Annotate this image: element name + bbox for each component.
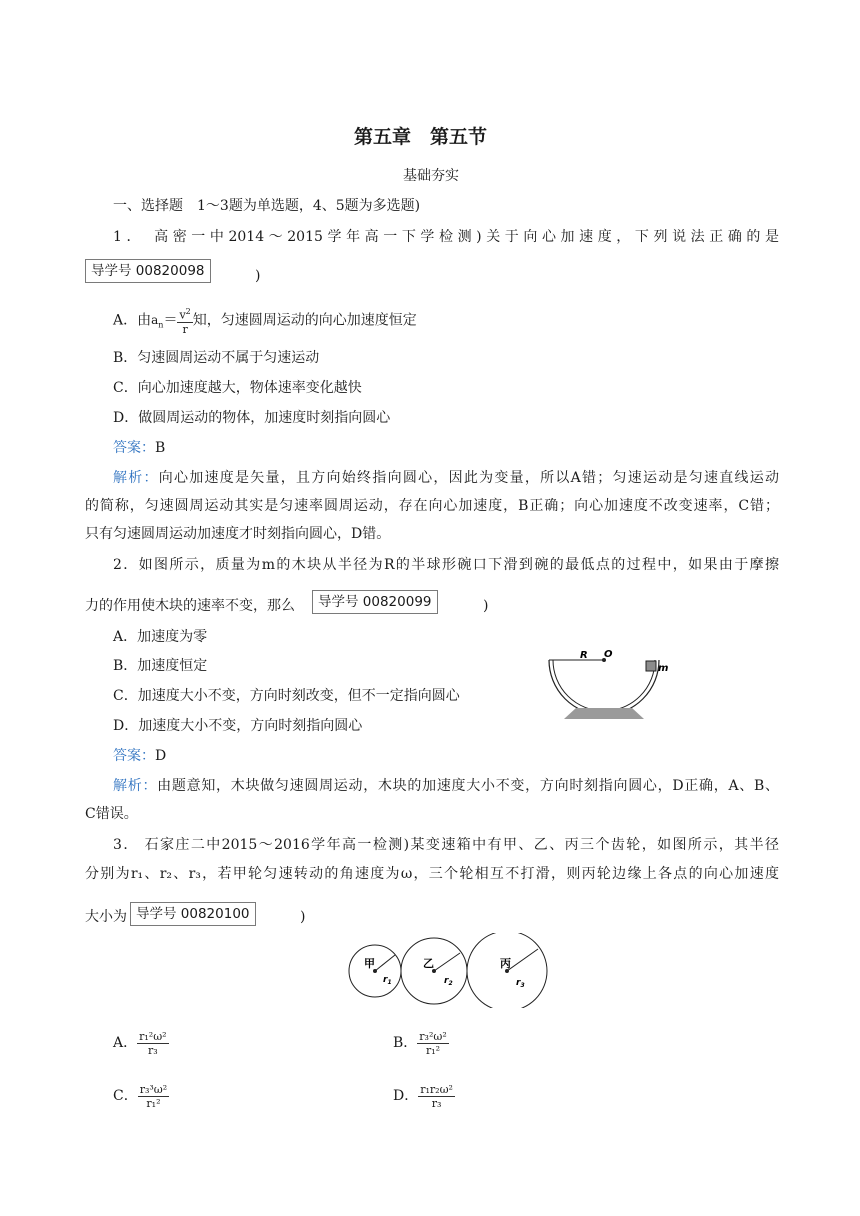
q2-option-d[interactable]: D．加速度大小不变，方向时刻指向圆心 <box>113 718 363 734</box>
gears-figure <box>345 933 565 1008</box>
q2-option-c[interactable]: C．加速度大小不变，方向时刻改变，但不一定指向圆心 <box>113 688 460 704</box>
q3-option-b[interactable] <box>393 1025 449 1061</box>
label-r3: $r_3$ <box>516 978 525 989</box>
q1-option-a-suffix: 知，匀速圆周运动的向心加速度恒定 <box>192 312 417 329</box>
gear-bing-label: 丙 <box>500 957 511 970</box>
label-r1: $r_1$ <box>383 975 392 986</box>
radius-r2 <box>434 953 460 971</box>
q3-stem-line-3: 大小为 <box>85 909 127 925</box>
section-subtitle: 基础夯实 <box>403 168 459 184</box>
q2-analysis-line-2: C错误。 <box>85 806 138 822</box>
q3-stem-line-1 <box>113 835 779 855</box>
q3-option-d[interactable] <box>393 1078 455 1114</box>
q3-guide-number[interactable]: 导学号 00820100 <box>130 902 256 926</box>
q1-option-b[interactable]: B．匀速圆周运动不属于匀速运动 <box>113 350 320 366</box>
q1-answer: 答案：B <box>113 440 166 456</box>
q1-analysis-line-1: 解析：向心加速度是矢量，且方向始终指向圆心，因此为变量，所以A错；匀速运动是匀速直线运动 <box>113 470 780 486</box>
q1-formula-lhs: $a_n$ <box>151 313 164 330</box>
analysis-label: 解析： <box>113 470 159 486</box>
q1-option-d[interactable]: D．做圆周运动的物体，加速度时刻指向圆心 <box>113 410 391 426</box>
q2-option-a[interactable]: A．加速度为零 <box>113 629 208 645</box>
q2-analysis-line-1: 解析：由题意知，木块做匀速圆周运动，木块的加速度大小不变，方向时刻指向圆心，D正确，A、B、 <box>113 778 780 794</box>
q3-option-a-letter: A． <box>113 1035 138 1051</box>
q1-option-a[interactable] <box>113 305 417 341</box>
q3-number: 3． <box>113 837 139 853</box>
q1-stem-text: 高密一中2014～2015学年高一下学检测)关于向心加速度，下列说法正确的是 <box>154 229 779 245</box>
radius-r1 <box>375 955 395 971</box>
q1-option-c[interactable]: C．向心加速度越大，物体速率变化越快 <box>113 380 362 396</box>
q3-option-b-fraction: $\frac{\text{r₃²ω²}}{\text{r₁²}}$ <box>419 1029 447 1057</box>
label-r: R <box>580 650 588 661</box>
q1-formula-eq: ＝ <box>163 312 178 329</box>
q3-option-d-letter: D． <box>393 1088 419 1104</box>
q3-option-c-fraction: $\frac{\text{r₃³ω²}}{\text{r₁²}}$ <box>139 1082 168 1110</box>
radius-r3 <box>507 949 538 971</box>
section-heading: 一、选择题 1～3题为单选题，4、5题为多选题) <box>113 198 421 214</box>
bowl-inner-arc <box>553 660 655 711</box>
label-r2: $r_2$ <box>444 976 453 987</box>
label-m: m <box>658 663 669 674</box>
gear-yi-label: 乙 <box>423 957 434 970</box>
q3-option-c-letter: C． <box>113 1088 138 1104</box>
q3-stem-text: 石家庄二中2015～2016学年高一检测)某变速箱中有甲、乙、丙三个齿轮，如图所示，其半径 <box>144 837 779 853</box>
q1-guide-number[interactable]: 导学号 00820098 <box>85 259 211 283</box>
q1-analysis-line-2: 的简称，匀速圆周运动其实是匀速率圆周运动，存在向心加速度，B正确；向心加速度不改变速率，C错； <box>85 498 779 514</box>
q2-stem-line-2: 力的作用使木块的速率不变，那么 <box>85 598 295 614</box>
q3-option-b-letter: B． <box>393 1035 418 1051</box>
page-title: 第五章 第五节 <box>354 126 488 148</box>
analysis-label: 解析： <box>113 778 158 794</box>
q1-close-paren: ) <box>255 268 261 284</box>
q2-close-paren: ) <box>483 598 489 614</box>
q3-option-a[interactable] <box>113 1025 169 1061</box>
q2-guide-number[interactable]: 导学号 00820099 <box>312 590 438 614</box>
q3-option-d-fraction: $\frac{\text{r₁r₂ω²}}{\text{r₃}}$ <box>420 1082 453 1110</box>
label-o: O <box>604 649 613 660</box>
q2-answer: 答案：D <box>113 748 167 764</box>
bowl-stand <box>564 708 644 719</box>
answer-label: 答案： <box>113 440 155 456</box>
bowl-outer-arc <box>549 660 659 715</box>
q1-formula-fraction: $\frac{v^2}{r}$ <box>179 307 191 336</box>
q1-analysis-line-3: 只有匀速圆周运动加速度才时刻指向圆心，D错。 <box>85 526 391 542</box>
q1-option-a-prefix: A．由 <box>113 312 152 329</box>
answer-label: 答案： <box>113 748 155 764</box>
q1-number: 1． <box>113 229 146 245</box>
q1-stem <box>113 227 779 247</box>
q3-option-c[interactable] <box>113 1078 169 1114</box>
q3-stem-line-2: 分别为r₁、r₂、r₃，若甲轮匀速转动的角速度为ω，三个轮相互不打滑，则丙轮边缘上各点的向心加速度 <box>85 866 779 882</box>
q2-stem-line-1: 2．如图所示，质量为m的木块从半径为R的半球形碗口下滑到碗的最低点的过程中，如果由于摩擦 <box>113 557 779 573</box>
q3-option-a-fraction: $\frac{\text{r₁²ω²}}{\text{r₃}}$ <box>139 1029 167 1057</box>
q3-close-paren: ) <box>300 909 306 925</box>
q2-option-b[interactable]: B．加速度恒定 <box>113 658 208 674</box>
bowl-figure <box>540 645 680 725</box>
block-icon <box>646 661 656 671</box>
gear-jia-label: 甲 <box>364 957 375 970</box>
